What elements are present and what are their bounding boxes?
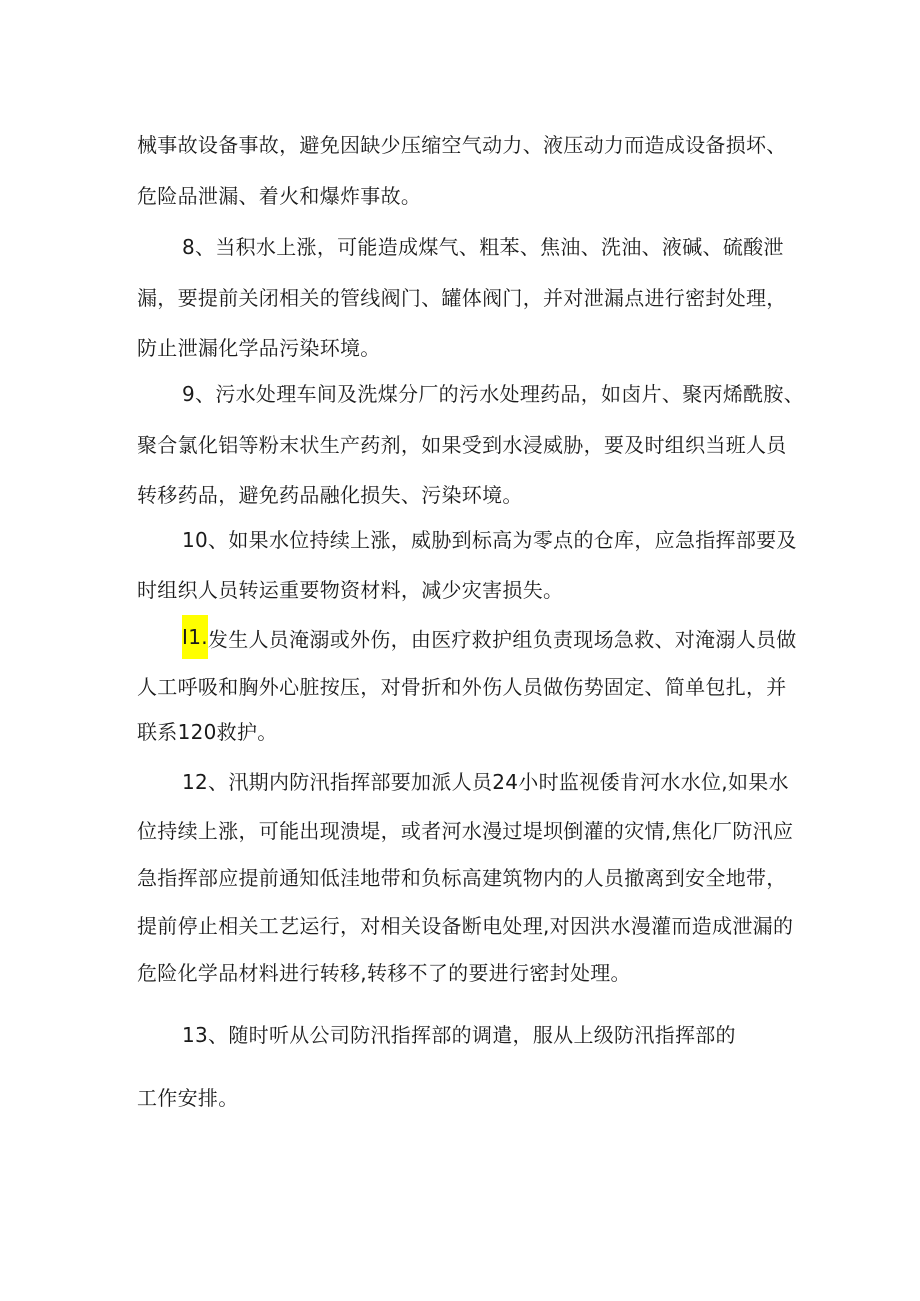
paragraph-10-line-1: 10、如果水位持续上涨，威胁到标高为零点的仓库，应急指挥部要及 <box>182 528 797 552</box>
text-line: 时组织人员转运重要物资材料，减少灾害损失。 <box>137 578 564 602</box>
text-line: 提前停止相关工艺运行，对相关设备断电处理,对因洪水漫灌而造成泄漏的 <box>137 914 794 938</box>
text-span: 发生人员淹溺或外伤，由医疗救护组负责现场急救、对淹溺人员做 <box>207 627 797 652</box>
paragraph-8-line-1: 8、当积水上涨，可能造成煤气、粗苯、焦油、洗油、液碱、硫酸泄 <box>182 235 784 259</box>
text-line: 转移药品，避免药品融化损失、污染环境。 <box>137 483 523 507</box>
paragraph-11-line-1 <box>0 623 920 659</box>
text-line: 联系120救护。 <box>137 720 278 744</box>
paragraph-9-line-1: 9、污水处理车间及洗煤分厂的污水处理药品，如卤片、聚丙烯酰胺、 <box>182 382 805 406</box>
paragraph-12-line-1: 12、汛期内防汛指挥部要加派人员24小时监视倭肯河水水位,如果水 <box>182 770 789 794</box>
text-line: 工作安排。 <box>137 1086 239 1110</box>
text-line: 人工呼吸和胸外心脏按压，对骨折和外伤人员做伤势固定、简单包扎，并 <box>137 675 787 699</box>
text-line: 急指挥部应提前通知低洼地带和负标高建筑物内的人员撤离到安全地带， <box>137 866 787 890</box>
highlighted-marker: I1. <box>182 615 208 659</box>
text-line: 械事故设备事故，避免因缺少压缩空气动力、液压动力而造成设备损坏、 <box>137 133 787 157</box>
text-line: 危险化学品材料进行转移,转移不了的要进行密封处理。 <box>137 961 631 985</box>
text-line: 位持续上涨，可能出现溃堤，或者河水漫过堤坝倒灌的灾情,焦化厂防汛应 <box>137 819 794 843</box>
text-line: 漏，要提前关闭相关的管线阀门、罐体阀门，并对泄漏点进行密封处理， <box>137 286 787 310</box>
text-line: 聚合氯化铝等粉末状生产药剂，如果受到水浸威胁，要及时组织当班人员 <box>137 433 787 457</box>
text-line: 危险品泄漏、着火和爆炸事故。 <box>137 184 422 208</box>
paragraph-13-line-1: 13、随时听从公司防汛指挥部的调遣，服从上级防汛指挥部的 <box>182 1023 736 1047</box>
text-line: 防止泄漏化学品污染环境。 <box>137 336 381 360</box>
